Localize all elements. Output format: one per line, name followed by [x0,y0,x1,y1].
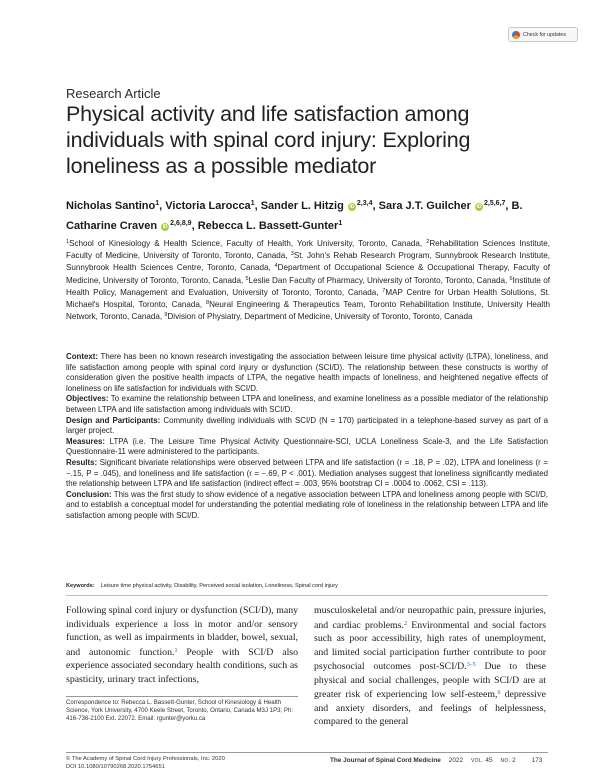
affiliation-number: 7 [382,287,386,294]
orcid-icon[interactable]: iD [349,204,355,210]
journal-footer [330,757,570,764]
article-title: Physical activity and life satisfaction among individuals with spinal cord injury: Exploring loneliness as a possible mediator [66,102,471,178]
footnote-divider [66,696,298,697]
body-text: depressive and anxiety disorders, and feelings of helplessness, compared to the general [314,689,546,727]
footer-divider [66,752,548,753]
crossmark-icon [512,31,520,39]
author-name: Victoria Larocca [165,200,251,212]
affiliation-number: 1 [66,239,70,245]
author-name: B. Catharine Craven [66,200,523,232]
author-affiliation-sup: 2,6,8,9 [170,220,192,227]
body-text: musculoskeletal and/or neuropathic pain, pressure injuries, and cardiac problems. [314,605,546,631]
author-separator: , [191,220,198,232]
affiliation-number: 5 [245,275,249,282]
author-affiliation-sup: 1 [250,200,255,207]
affiliation-text: MAP Centre for Urban Health Solutions, St. Michael's Hospital, Toronto, Canada, [66,287,550,310]
volume-number: 45 [485,757,493,764]
abstract-section [66,394,548,415]
author-name: Sander L. Hitzig [260,200,344,212]
author-affiliation-sup: 1 [338,220,343,227]
affiliation-text: Department of Occupational Science & Occupational Therapy, Faculty of Medicine, University of Toronto, Toronto, Canada, [66,263,550,285]
volume-label: VOL. [471,758,484,764]
correspondence-footnote: Correspondence to: Rebecca L. Bassett-Gunter, School of Kinesiology & Health Science, York University, 4700 Keele Street, Toronto, Ontario, Canada M3J 1P3; Ph: 416-736-2100 Ext. 22072. Email: rgunter@yorku.ca [66,699,294,722]
abstract-label: Context: [66,352,98,361]
keywords [66,583,338,589]
keywords-label: Keywords: [66,583,95,589]
author-separator: , [254,200,261,212]
affiliation-text: Division of Physiatry, Department of Medicine, University of Toronto, Toronto, Canada [167,312,473,322]
body-text: Following spinal cord injury or dysfunction (SCI/D), many individuals experience a loss in motor and/or sensory function, as well as impairments in bladder, bowel, sexual, and autonomic function. [66,605,298,658]
body-text: Due to these physical and social challenges, people with SCI/D are at greater risk of experiencing low self-esteem, [314,661,547,700]
journal-year: 2022 [448,757,464,764]
abstract-text: This was the first study to show evidence of a negative association between LTPA and loneliness among people with SCI/D, and to establish a conceptual model for understanding the potential mediating role of loneliness in the relationship between LTPA and life satisfaction among people with SCI/D. [66,489,548,520]
abstract-label: Objectives: [66,394,109,404]
issue-label: NO. [500,758,511,764]
abstract-text: To examine the relationship between LTPA and loneliness, and examine loneliness as a possible mediator of the relationship between LTPA and life satisfaction among individuals with SCI/D. [66,394,548,414]
citation-ref[interactable]: 2 [403,620,407,627]
affiliation-number: 3 [290,251,294,258]
abstract [66,352,548,522]
copyright-block [66,756,225,771]
author-separator: , [159,200,166,212]
affiliation-number: 2 [426,239,430,245]
author-affiliation-sup: 2,5,6,7 [484,200,506,207]
article-type: Research Article [66,86,161,101]
keywords-text: Leisure time physical activity, Disability, Perceived social isolation, Loneliness, Spinal cord injury [100,583,338,589]
page-number: 173 [531,757,543,764]
abstract-label: Measures: [66,436,106,446]
abstract-text: There has been no known research investigating the association between leisure time physical activity (LTPA), loneliness, and life satisfaction among people with spinal cord injury or dysfunction (SCI/D). The relationship between these constructs is worthy of consideration given the positive health impacts of LTPA, the negative health impacts of loneliness, and heightened negative effects of loneliness on life satisfaction for individuals with SCI/D. [66,352,548,393]
body-text: Environmental and social factors such as poor accessibility, high rates of unemployment, and limited social participation further contribute to poor psychosocial outcomes post-SCI/D. [314,619,547,672]
affiliation-text: School of Kinesiology & Health Science, Faculty of Health, York University, Toronto, Canada, [69,239,427,248]
affiliations [66,237,550,322]
abstract-text: LTPA (i.e. The Leisure Time Physical Activity Questionnaire-SCI, UCLA Loneliness Scale-3, and the Life Satisfaction Questionnaire-11 were administered to the participants. [66,436,548,457]
affiliation-number: 4 [274,263,278,270]
author-name: Sara J.T. Guilcher [378,200,471,212]
affiliation-text: St. John's Rehab Research Program, Sunnybrook Research Institute, Sunnybrook Health Sciences Centre, Toronto, Canada, [66,251,550,273]
affiliation-text: Neural Engineering & Therapeutics Team, Toronto Rehabilitation Institute, University Health Network, Toronto, Canada, [66,300,550,322]
copyright-text: © The Academy of Spinal Cord Injury Professionals, Inc. 2020 [66,756,225,762]
author-list [66,195,566,235]
check-for-updates-button[interactable] [508,27,578,42]
body-text: People with SCI/D also experience associated secondary health conditions, such as spasticity, urinary tract infections, [66,646,299,685]
affiliation-number: 8 [206,300,210,307]
author-affiliation-sup: 1 [155,200,160,207]
author-affiliation-sup: 2,3,4 [356,200,373,207]
abstract-section [66,352,548,394]
abstract-label: Conclusion: [66,489,112,499]
author-separator: , [372,200,379,212]
body-column-right [314,604,546,729]
citation-ref[interactable]: 3–5 [466,662,476,668]
affiliation-text: Rehabilitation Sciences Institute, Faculty of Medicine, University of Toronto, Toronto, Canada, [66,239,550,261]
abstract-section [66,490,548,522]
body-column-left [66,604,298,686]
doi-link[interactable]: DOI 10.1080/10790268.2020.1754651 [66,763,165,770]
abstract-section [66,416,548,437]
abstract-label: Design and Participants: [66,415,161,425]
affiliation-number: 9 [164,312,168,319]
author-name: Nicholas Santino [66,200,156,212]
affiliation-text: Institute of Health Policy, Management and Evaluation, University of Toronto, Toronto, Canada, [66,275,550,297]
journal-name: The Journal of Spinal Cord Medicine [330,757,441,764]
abstract-text: Significant bivariate relationships were observed between LTPA and life satisfaction (r = .18, P = .02), LTPA and loneliness (r = −.15, P = .045), and loneliness and life satisfaction (r = −.69, P < .001). Mediation analyses suggest that loneliness significantly mediated the relationship between LTPA and life satisfaction (indirect effect = .003, 95% bootstrap CI = .0004 to .0062, CSI = .113). [66,457,548,489]
check-for-updates-label: Check for updates [523,31,566,38]
author-name: Rebecca L. Bassett-Gunter [197,220,339,232]
citation-ref[interactable]: 6 [497,690,501,696]
author-separator: , [505,200,512,212]
abstract-section [66,458,548,490]
abstract-label: Results: [66,457,98,467]
abstract-section [66,437,548,458]
orcid-icon[interactable]: iD [476,204,482,210]
affiliation-text: Leslie Dan Faculty of Pharmacy, University of Toronto, Toronto, Canada, [248,275,510,285]
keywords-divider [66,595,548,596]
affiliation-number: 6 [509,275,513,282]
issue-number: 2 [512,757,516,764]
orcid-icon[interactable]: iD [162,224,168,230]
abstract-text: Community dwelling individuals with SCI/D (N = 170) participated in a telephone-based survey as part of a larger project. [66,415,548,436]
citation-ref[interactable]: 1 [174,647,178,654]
